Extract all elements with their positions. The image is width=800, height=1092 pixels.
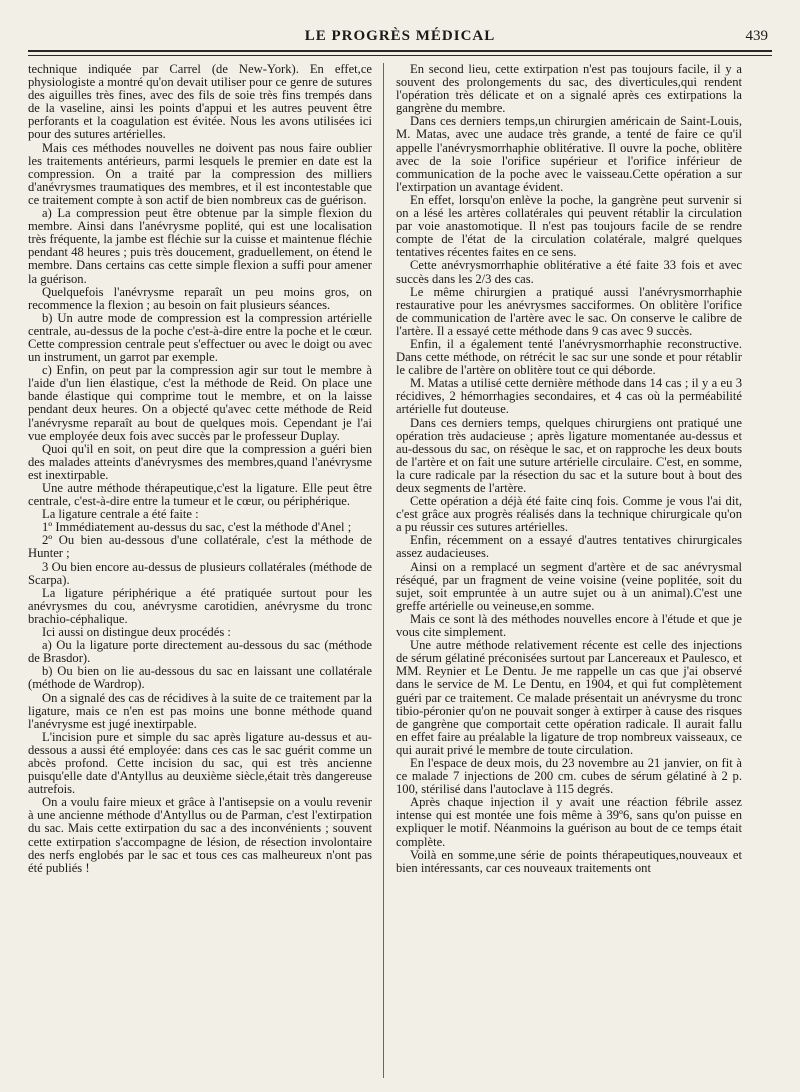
paragraph: Après chaque injection il y avait une réaction fébrile assez intense qui est montée une fois même à 39º6, sans qu'on puisse en expliquer le motif. Néanmoins la guérison au bout de ce temps était complète. [396, 795, 742, 849]
paragraph: Quelquefois l'anévrysme reparaît un peu moins gros, on recommence la flexion ; au besoin on fait plusieurs séances. [28, 284, 372, 312]
page-number: 439 [745, 28, 768, 44]
paragraph: On a signalé des cas de récidives à la suite de ce traitement par la ligature, mais ce n'en est pas moins une bonne méthode quand l'anévrysme est jugé inextirpable. [28, 690, 372, 731]
header-rule [28, 50, 772, 52]
journal-title: LE PROGRÈS MÉDICAL [304, 28, 496, 44]
paragraph: La ligature périphérique a été pratiquée surtout pour les anévrysmes du cou, anévrysme carotidien, anévrysme du tronc brachio-céphalique. [28, 585, 372, 626]
paragraph: En second lieu, cette extirpation n'est pas toujours facile, il y a souvent des prolongements du sac, des diverticules,qui rendent l'opération très délicate et on a signalé après ces extirpations la gangrène du membre. [396, 62, 742, 116]
paragraph: Dans ces derniers temps,un chirurgien américain de Saint-Louis, M. Matas, avec une audace très grande, a tenté de faire ce qu'il appelle l'anévrysmorrhaphie oblitérative. Il ouvre la poche, oblitère avec de la soie l'orifice supérieur et l'orifice inférieur de communication de la poche avec le vaisseau.Cette opération a sur l'extirpation un avantage évident. [396, 114, 742, 194]
paragraph: Voilà en somme,une série de points thérapeutiques,nouveaux et bien intéressants, car ces nouveaux traitements ont [396, 847, 742, 875]
paragraph: c) Enfin, on peut par la compression agir sur tout le membre à l'aide d'un lien élastique, c'est la méthode de Reid. On place une bande élastique qui comprime tout le membre, et on la laisse pendant deux heures. On a objecté qu'avec cette méthode de Reid l'anévrysme reparaît au bout de quelques mois. Cependant je l'ai vue employée deux fois avec succès par le professeur Duplay. [28, 363, 372, 443]
paragraph: Mais ces méthodes nouvelles ne doivent pas nous faire oublier les traitements antérieurs, parmi lesquels le premier en date est la compression. On a traité par la compression des milliers d'anévrysmes traumatiques des membres, et il est incontestable que ce traitement compte à son actif de bien nombreux cas de guérison. [28, 140, 372, 207]
paragraph: 1º Immédiatement au-dessus du sac, c'est la méthode d'Anel ; [42, 520, 352, 535]
paragraph: Cette anévrysmorrhaphie oblitérative a été faite 33 fois et avec succès dans les 2/3 des cas. [396, 258, 742, 286]
paragraph: Une autre méthode relativement récente est celle des injections de sérum gélatiné préconisées surtout par Lancereaux et Paulesco, et MM. Reynier et Le Dentu. Je me rappelle un cas que j'ai observé dans le service de M. Le Dentu, en 1904, et qui fut complètement guéri par ce traitement. Ce malade présentait un anévrysme du tronc tibio-péronier qu'on ne pouvait songer à extirper à cause des risques de gangrène que comportait cette opération radicale. Il aurait fallu en effet faire au préalable la ligature de trop nombreux vaisseaux, ce qui aurait privé le membre de toute circulation. [396, 638, 742, 757]
paragraph: b) Ou bien on lie au-dessous du sac en laissant une collatérale (méthode de Wardrop). [28, 664, 372, 692]
paragraph: Une autre méthode thérapeutique,c'est la ligature. Elle peut être centrale, c'est-à-dire entre la tumeur et le cœur, ou périphérique. [28, 481, 372, 509]
paragraph: La ligature centrale a été faite : [42, 507, 199, 522]
paragraph: Ainsi on a remplacé un segment d'artère et de sac anévrysmal réséqué, par un fragment de veine voisine (veine poplitée, soit du sujet, soit empruntée à un autre sujet ou à un animal).C'est une greffe artérielle ou veineuse,en somme. [396, 559, 742, 613]
paragraph: Mais ce sont là des méthodes nouvelles encore à l'étude et que je vous cite simplement. [396, 611, 742, 640]
paragraph: Le même chirurgien a pratiqué aussi l'anévrysmorrhaphie restaurative pour les anévrysmes sacciformes. On oblitère l'orifice de communication de l'artère avec le sac. On conserve le calibre de l'artère. Il a essayé cette méthode dans 9 cas avec 9 succès. [396, 284, 742, 338]
paragraph: On a voulu faire mieux et grâce à l'antisepsie on a voulu revenir à une ancienne méthode d'Antyllus ou de Parman, c'est l'extirpation du sac. Mais cette extirpation du sac a des inconvénients ; souvent cette extirpation s'accompagne de lésion, de résection involontaire des nerfs englobés par le sac et tous ces cas malheureux n'ont pas été publiés ! [28, 795, 372, 875]
column-divider [383, 63, 384, 1078]
paragraph: Cette opération a déjà été faite cinq fois. Comme je vous l'ai dit, c'est grâce aux progrès réalisés dans la technique chirurgicale qu'on a pu réussir ces sutures artérielles. [396, 494, 742, 535]
paragraph: Enfin, il a également tenté l'anévrysmorrhaphie reconstructive. Dans cette méthode, on rétrécit le sac sur une sonde et pour rétablir le calibre de l'artère on oblitère tout ce qui déborde. [396, 336, 742, 378]
paragraph: L'incision pure et simple du sac après ligature au-dessus et au-dessous a aussi été employée: dans ces cas le sac guérit comme un abcès profond. Cette incision du sac, qui est très ancienne puisqu'elle date d'Antyllus au deuxième siècle,était très dangereuse autrefois. [28, 729, 372, 797]
paragraph: a) Ou la ligature porte directement au-dessous du sac (méthode de Brasdor). [28, 638, 372, 666]
paragraph: 3 Ou bien encore au-dessus de plusieurs collatérales (méthode de Scarpa). [28, 559, 372, 587]
paragraph: En l'espace de deux mois, du 23 novembre au 21 janvier, on fit à ce malade 7 injections de 200 cm. cubes de sérum gélatiné à 2 p. 100, stérilisé dans l'autoclave à 115 degrés. [396, 755, 742, 797]
paragraph: Quoi qu'il en soit, on peut dire que la compression a guéri bien des malades atteints d'anévrysmes des membres,quand l'anévrysme est inextirpable. [28, 441, 372, 482]
header-rule-thin [28, 55, 772, 56]
paragraph: a) La compression peut être obtenue par la simple flexion du membre. Ainsi dans l'anévrysme poplité, qui est une localisation très fréquente, la jambe est fléchie sur la cuisse et maintenue fléchie pendant 48 heures ; puis très doucement, graduellement, on étend le membre. Dans certains cas cette simple flexion a suffi pour amener la guérison. [28, 206, 372, 286]
paragraph: Enfin, récemment on a essayé d'autres tentatives chirurgicales assez audacieuses. [396, 533, 742, 561]
paragraph: technique indiquée par Carrel (de New-York). En effet,ce physiologiste a montré qu'on devait utiliser pour ce genre de sutures des aiguilles très fines, avec des fils de soie très fins trempés dans de la vaseline, ainsi les points d'appui et les autres peuvent être perforants et la coagulation est évitée. Nous les avons utilisées ici pour des sutures artérielles. [28, 62, 372, 142]
right-column [396, 63, 742, 875]
paragraph: M. Matas a utilisé cette dernière méthode dans 14 cas ; il y a eu 3 récidives, 2 hémorrhagies secondaires, et 4 cas où la perméabilité artérielle fut douteuse. [396, 376, 742, 417]
paragraph: Dans ces derniers temps, quelques chirurgiens ont pratiqué une opération très audacieuse ; après ligature momentanée au-dessus et au-dessous du sac, on résèque le sac, et on rapproche les deux bouts de l'artère et on fait une suture artérielle circulaire. C'est, en somme, la cure radicale par la résection du sac et la suture bout à bout des deux segments de l'artère. [396, 415, 742, 495]
left-column [28, 63, 372, 875]
paragraph: Ici aussi on distingue deux procédés : [42, 625, 231, 640]
running-header [28, 26, 772, 48]
paragraph: 2º Ou bien au-dessous d'une collatérale, c'est la méthode de Hunter ; [28, 533, 372, 561]
paragraph: b) Un autre mode de compression est la compression artérielle centrale, au-dessus de la poche c'est-à-dire entre la poche et le cœur. Cette compression centrale peut s'effectuer ou avec le doigt ou avec un instrument, un garrot par exemple. [28, 310, 372, 365]
paragraph: En effet, lorsqu'on enlève la poche, la gangrène peut survenir si on a lésé les artères collatérales qui peuvent rétablir la circulation par voie anastomotique. Il n'est pas toujours facile de se rendre compte de l'état de la circulation colatérale, malgré quelques tentatives récentes faites en ce sens. [396, 192, 742, 260]
